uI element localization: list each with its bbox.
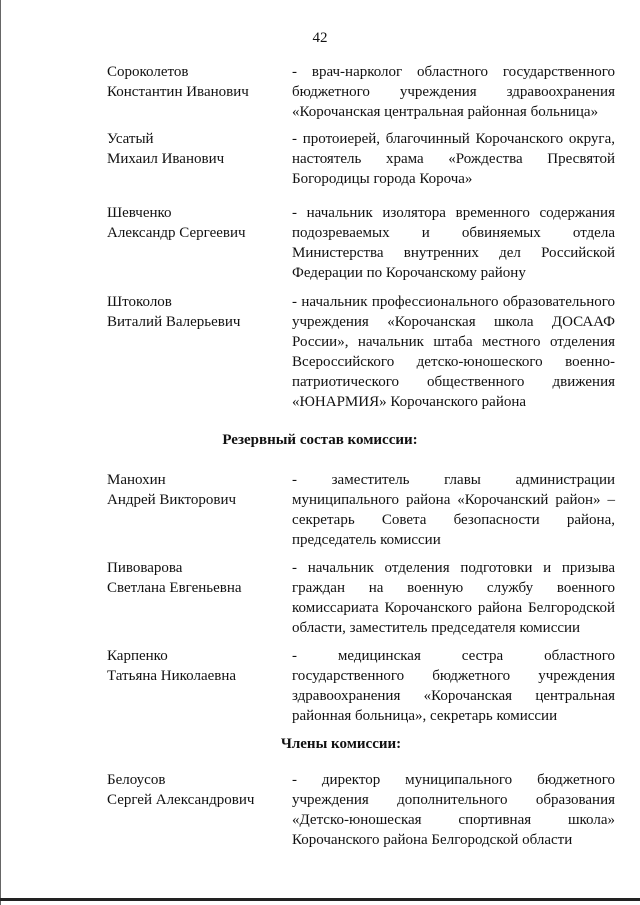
member-name [107,129,287,169]
member-surname: Штоколов [107,294,172,310]
member-role: - протоиерей, благочинный Корочанского округа, настоятель храма «Рождества Пресвятой Богородицы города Короча» [292,131,615,187]
member-surname: Сороколетов [107,64,189,80]
member-role: - директор муниципального бюджетного учреждения дополнительного образования «Детско-юношеская спортивная школа» Корочанского района Белгородской области [292,772,615,848]
member-surname: Белоусов [107,772,166,788]
member-given-names: Константин Иванович [107,84,249,100]
member-role: - врач-нарколог областного государственного бюджетного учреждения здравоохранения «Корочанская центральная районная больница» [292,64,615,120]
member-role: - начальник изолятора временного содержания подозреваемых и обвиняемых отдела Министерства внутренних дел Российской Федерации по Корочанскому району [292,205,615,281]
member-given-names: Сергей Александрович [107,792,255,808]
member-name [107,203,287,243]
members-heading: Члены комиссии: [280,736,402,752]
member-role: - заместитель главы администрации муниципального района «Корочанский район» – секретарь Совета безопасности района, председатель комиссии [292,472,615,548]
member-role: - начальник отделения подготовки и призыва граждан на военную службу военного комиссариата Корочанского района Белгородской области, заместитель председателя комиссии [292,560,615,636]
reserve-heading: Резервный состав комиссии: [222,432,418,448]
scan-edge-bottom [0,898,640,901]
member-given-names: Александр Сергеевич [107,225,246,241]
member-surname: Шевченко [107,205,172,221]
member-given-names: Татьяна Николаевна [107,668,237,684]
member-surname: Усатый [107,131,154,147]
page-number: 42 [312,30,328,46]
member-role: - медицинская сестра областного государственного бюджетного учреждения здравоохранения «Корочанская центральная районная больница», секретарь комиссии [292,648,615,724]
member-name [107,470,287,510]
member-name [107,770,287,810]
member-given-names: Виталий Валерьевич [107,314,241,330]
member-surname: Манохин [107,472,166,488]
scan-edge-left [0,0,1,905]
member-name [107,292,287,332]
member-given-names: Андрей Викторович [107,492,237,508]
member-surname: Пивоварова [107,560,183,576]
member-name [107,558,287,598]
member-role: - начальник профессионального образовательного учреждения «Корочанская школа ДОСААФ России», начальник штаба местного отделения Всероссийского детско-юношеского военно-патриотического общественного движения «ЮНАРМИЯ» Корочанского района [292,294,615,410]
member-surname: Карпенко [107,648,168,664]
member-name [107,62,287,102]
member-given-names: Светлана Евгеньевна [107,580,242,596]
member-name [107,646,287,686]
member-given-names: Михаил Иванович [107,151,225,167]
